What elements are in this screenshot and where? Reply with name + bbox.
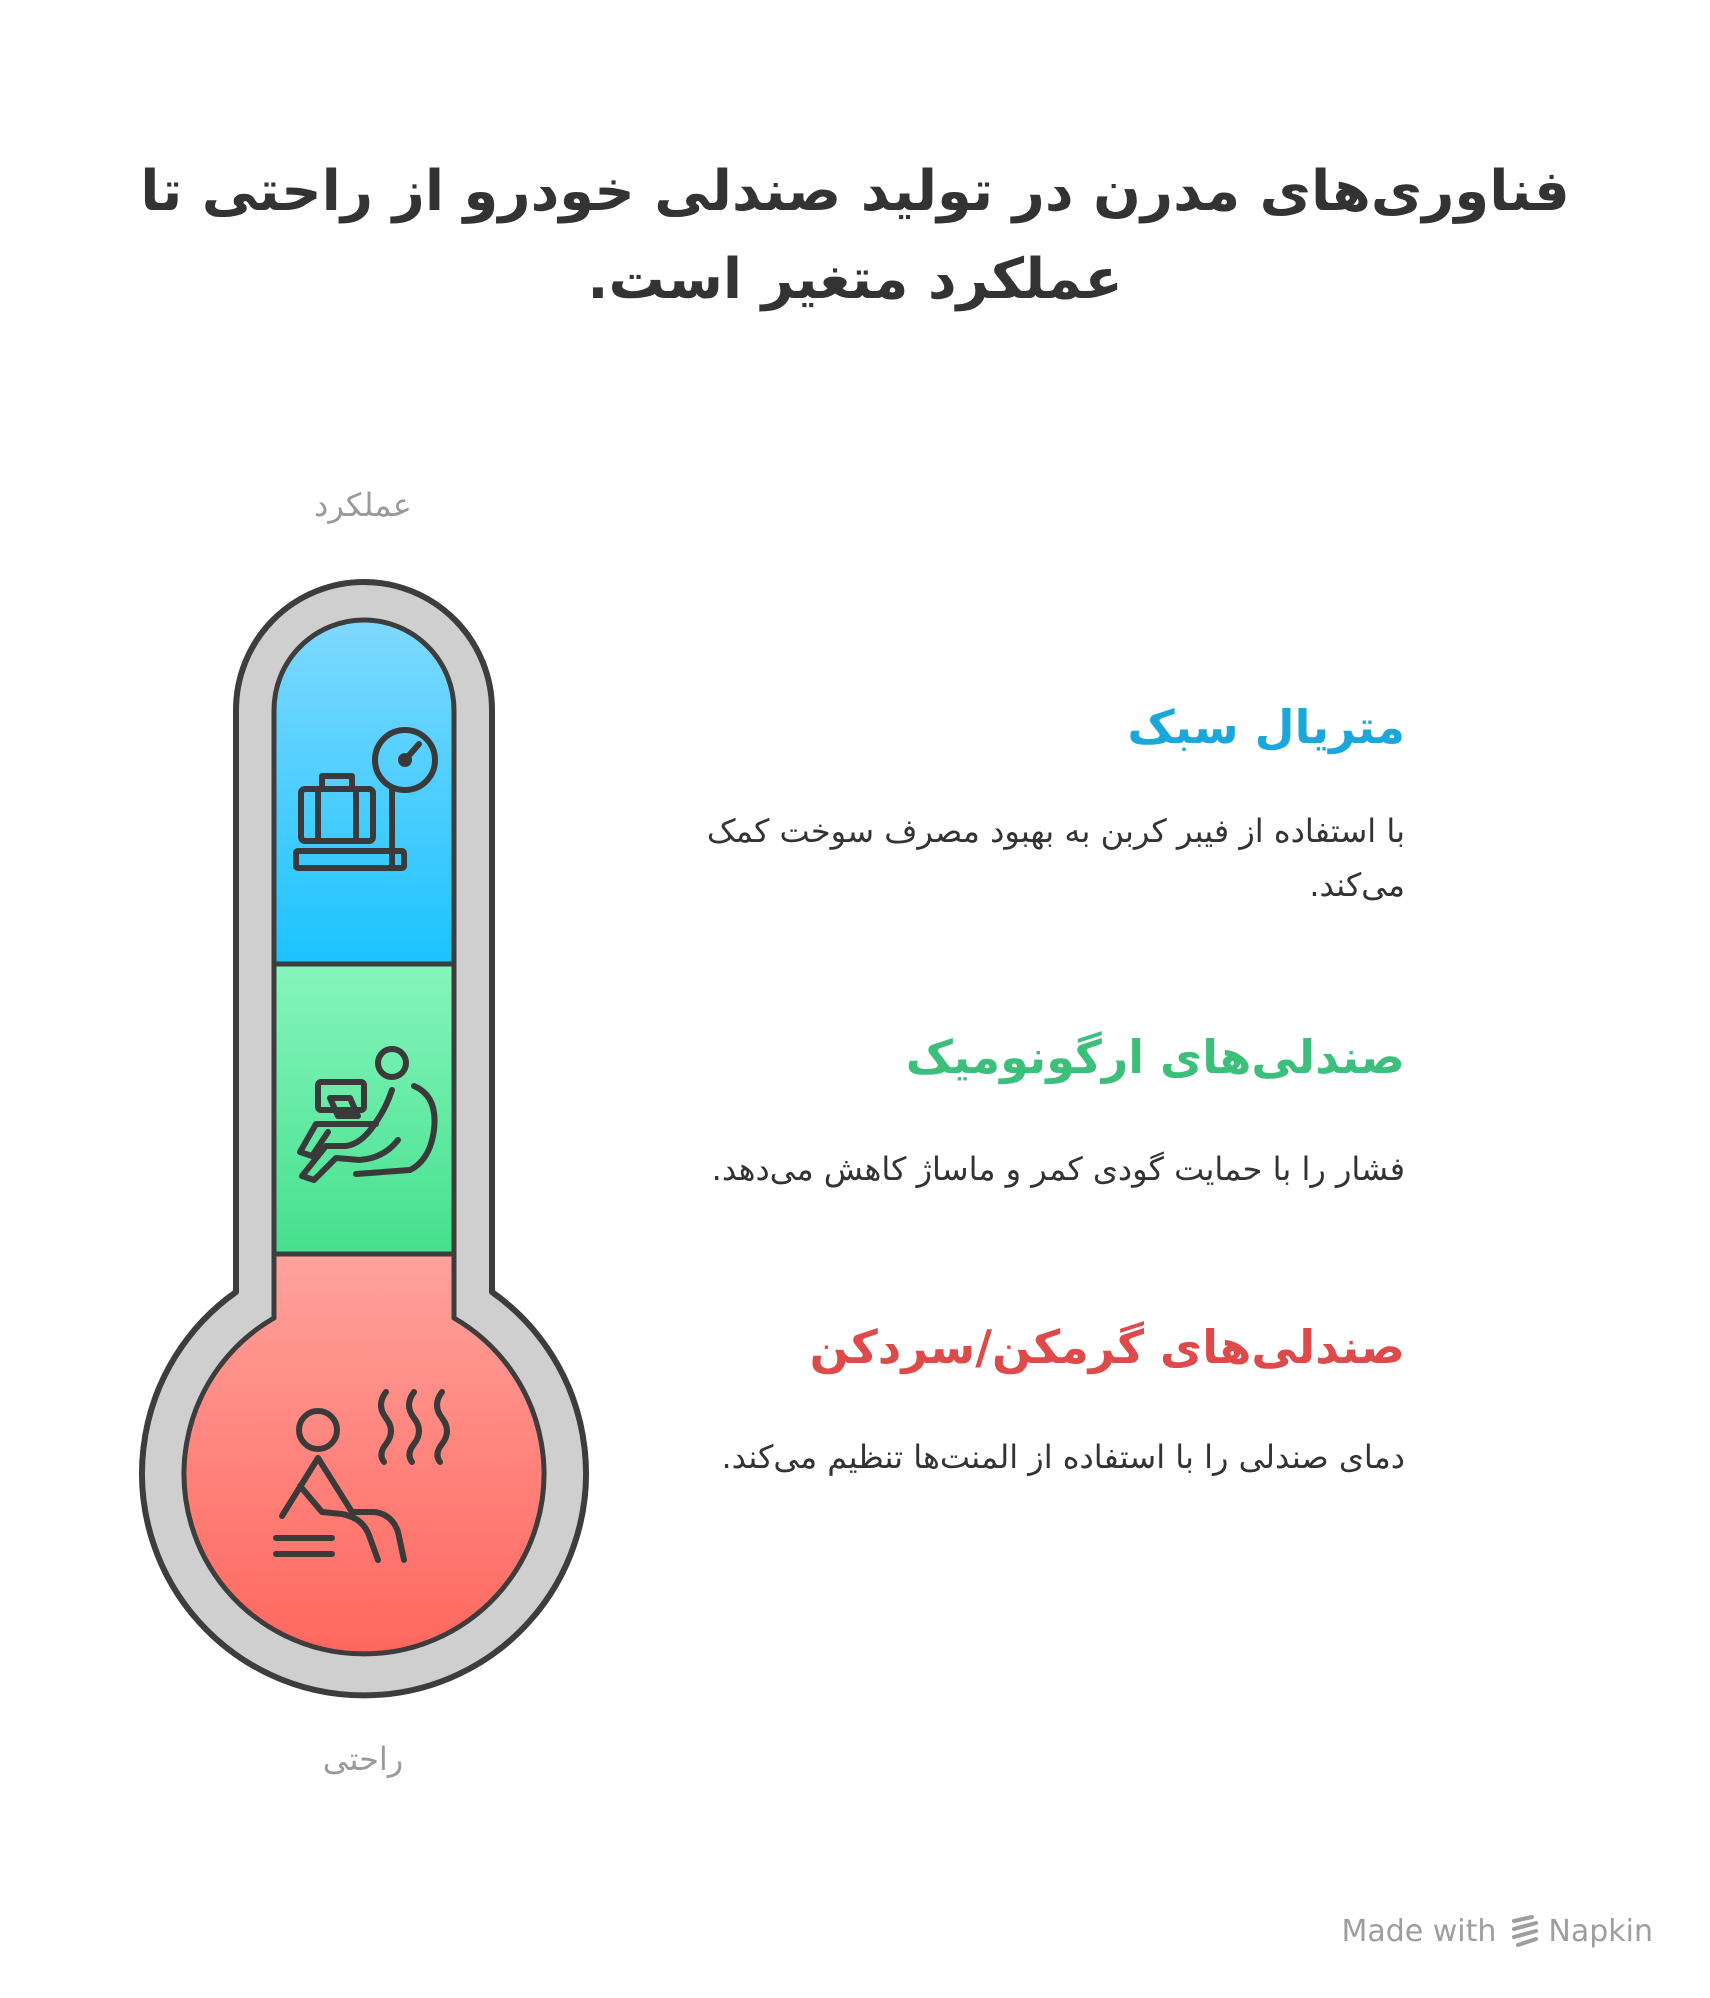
napkin-logo-icon xyxy=(1510,1915,1540,1949)
made-with-label: Made with xyxy=(1341,1914,1497,1949)
item-description: با استفاده از فیبر کربن به بهبود مصرف سوخت کمک می‌کند. xyxy=(706,812,1405,904)
item-title: صندلی‌های ارگونومیک xyxy=(905,1030,1405,1084)
scale-top-label: عملکرد xyxy=(314,486,412,524)
item-title: صندلی‌های گرمکن/سردکن xyxy=(809,1320,1405,1374)
item-title: متریال سبک xyxy=(1127,700,1405,754)
scale-bottom-label: راحتی xyxy=(322,1740,404,1778)
napkin-brand-label: Napkin xyxy=(1548,1914,1653,1949)
item-description: دمای صندلی را با استفاده از المنت‌ها تنظیم می‌کند. xyxy=(721,1438,1405,1476)
item-description: فشار را با حمایت گودی کمر و ماساژ کاهش می‌دهد. xyxy=(711,1150,1405,1188)
page-title: فناوری‌های مدرن در تولید صندلی خودرو از راحتی تا عملکرد متغیر است. xyxy=(140,159,1570,312)
footer-attribution[interactable] xyxy=(1341,1914,1653,1949)
